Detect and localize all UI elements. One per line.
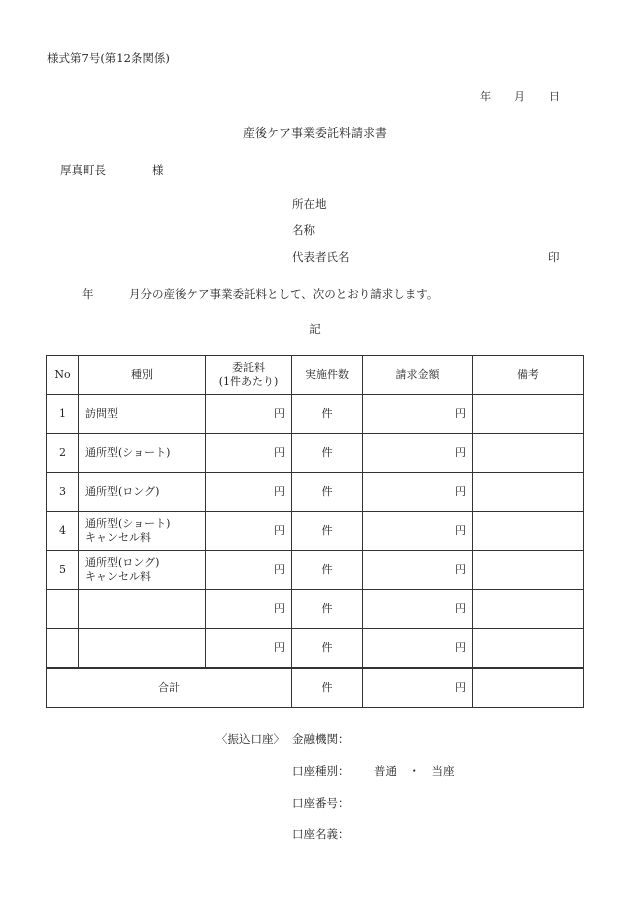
row-type-line2: キャンセル料 [85, 570, 151, 583]
row-fee-cell[interactable]: 円 [206, 395, 292, 434]
row-no[interactable] [47, 629, 79, 669]
row-amount-cell[interactable]: 円 [363, 473, 473, 512]
bank-institution-label: 金融機関： [292, 732, 350, 746]
row-remarks-cell[interactable] [473, 512, 584, 551]
bank-account-type-options: 普通 ・ 当座 [374, 764, 455, 778]
table-row [47, 590, 584, 629]
row-type-line1: 通所型(ショート) [85, 446, 171, 459]
row-type [79, 551, 206, 590]
row-fee-cell[interactable]: 円 [206, 551, 292, 590]
row-remarks-cell[interactable] [473, 434, 584, 473]
row-type [79, 473, 206, 512]
row-amount-cell[interactable]: 円 [363, 434, 473, 473]
row-type[interactable] [79, 629, 206, 669]
header-fee [206, 356, 292, 395]
row-remarks-cell[interactable] [473, 590, 584, 629]
row-count-cell[interactable]: 件 [292, 473, 363, 512]
row-fee-cell[interactable]: 円 [206, 473, 292, 512]
row-amount-cell[interactable]: 円 [363, 590, 473, 629]
row-type-line2: キャンセル料 [85, 531, 151, 544]
row-amount-cell[interactable]: 円 [363, 395, 473, 434]
ki-heading: 記 [309, 322, 321, 336]
row-no: 2 [47, 434, 79, 473]
invoice-table [46, 355, 584, 708]
row-count-cell[interactable]: 件 [292, 434, 363, 473]
header-count: 実施件数 [292, 356, 363, 395]
row-remarks-cell[interactable] [473, 629, 584, 669]
bank-account-type-label: 口座種別： [292, 764, 350, 778]
row-remarks-cell[interactable] [473, 551, 584, 590]
row-type-line1: 通所型(ショート) [85, 517, 171, 530]
date-month: 月 [514, 90, 525, 103]
row-no: 4 [47, 512, 79, 551]
seal-mark: 印 [548, 250, 560, 264]
table-row [47, 629, 584, 669]
addressee-name: 厚真町長 [60, 163, 106, 177]
form-number: 様式第7号(第12条関係) [47, 51, 170, 65]
date-year: 年 [480, 90, 491, 103]
row-fee-cell[interactable]: 円 [206, 590, 292, 629]
document-title: 産後ケア事業委託料請求書 [242, 126, 387, 140]
total-amount-cell[interactable]: 円 [363, 668, 473, 708]
row-no: 3 [47, 473, 79, 512]
row-no[interactable] [47, 590, 79, 629]
row-type[interactable] [79, 590, 206, 629]
total-label: 合計 [47, 668, 292, 708]
header-remarks: 備考 [473, 356, 584, 395]
row-type [79, 395, 206, 434]
sender-name-label: 名称 [292, 223, 315, 237]
bank-section-label: 〈振込口座〉 [216, 732, 285, 746]
table-row [47, 473, 584, 512]
intro-year: 年 [82, 287, 94, 301]
row-remarks-cell[interactable] [473, 395, 584, 434]
table-row [47, 551, 584, 590]
row-type-line1: 通所型(ロング) [85, 556, 160, 569]
row-no: 5 [47, 551, 79, 590]
row-no: 1 [47, 395, 79, 434]
table-header-row [47, 356, 584, 395]
table-row [47, 434, 584, 473]
bank-account-number-label: 口座番号： [292, 796, 350, 810]
table-total-row [47, 668, 584, 708]
row-fee-cell[interactable]: 円 [206, 629, 292, 669]
row-fee-cell[interactable]: 円 [206, 434, 292, 473]
row-type-line1: 通所型(ロング) [85, 485, 160, 498]
row-remarks-cell[interactable] [473, 473, 584, 512]
header-amount: 請求金額 [363, 356, 473, 395]
row-amount-cell[interactable]: 円 [363, 629, 473, 669]
sender-representative-label: 代表者氏名 [292, 250, 350, 264]
header-fee-line1: 委託料 [232, 361, 265, 374]
addressee-honorific: 様 [152, 163, 164, 177]
bank-account-name-label: 口座名義： [292, 827, 350, 841]
row-count-cell[interactable]: 件 [292, 629, 363, 669]
row-count-cell[interactable]: 件 [292, 512, 363, 551]
table-row [47, 512, 584, 551]
intro-text: 月分の産後ケア事業委託料として、次のとおり請求します。 [129, 287, 439, 301]
total-count-cell[interactable]: 件 [292, 668, 363, 708]
table-row [47, 395, 584, 434]
date-day: 日 [549, 90, 560, 103]
row-fee-cell[interactable]: 円 [206, 512, 292, 551]
row-count-cell[interactable]: 件 [292, 551, 363, 590]
header-no: No [47, 356, 79, 395]
row-type [79, 512, 206, 551]
row-count-cell[interactable]: 件 [292, 590, 363, 629]
row-amount-cell[interactable]: 円 [363, 512, 473, 551]
header-type: 種別 [79, 356, 206, 395]
row-type [79, 434, 206, 473]
total-remarks-cell[interactable] [473, 668, 584, 708]
row-count-cell[interactable]: 件 [292, 395, 363, 434]
row-amount-cell[interactable]: 円 [363, 551, 473, 590]
sender-location-label: 所在地 [292, 197, 327, 211]
row-type-line1: 訪問型 [85, 407, 118, 420]
header-fee-line2: (1件あたり) [218, 375, 279, 388]
